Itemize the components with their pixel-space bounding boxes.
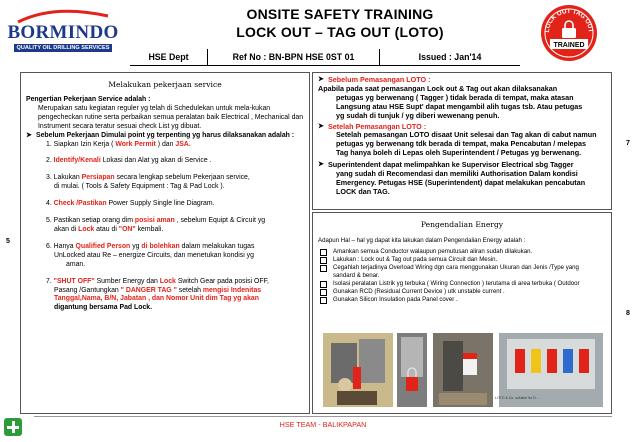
checklist-item	[318, 280, 606, 288]
step-text: di mulai. ( Tools & Safety Equipment : Tag & Pad Lock ).	[54, 183, 225, 191]
step-text: , sebelum Equipt & Circuit yg	[176, 217, 266, 225]
document-title: ONSITE SAFETY TRAINING	[246, 6, 434, 22]
service-work-body	[21, 89, 309, 313]
step-text: akan di	[54, 225, 77, 233]
checkbox-icon	[320, 281, 327, 288]
step-text: 2.	[46, 157, 52, 165]
step-text: yg	[132, 242, 140, 250]
checklist-item	[318, 296, 606, 304]
checklist-item	[318, 248, 606, 256]
checkbox-icon	[320, 297, 327, 304]
step-text: secara lengkap sebelum Pekerjaan service,	[116, 174, 250, 182]
step-highlight: Check /Pastikan	[53, 200, 107, 208]
definition-text: Merupakan satu kegiatan reguler yg telah di Schedulekan untuk mela-kukan pengecheckan rutine serta perbaikan semua peralatan baik Electrical , Mechanical dan Instrument secara teratur sesuai check List yg dibuat.	[38, 104, 304, 130]
step-text: Pasang /Gantungkan	[54, 286, 119, 294]
step-text: 6. Hanya	[46, 242, 74, 250]
checklist-item	[318, 256, 606, 264]
item-heading: Setelah Pemasangan LOTO :	[328, 121, 427, 131]
energy-control-body	[313, 229, 611, 304]
step-highlight: di bolehkan	[141, 242, 180, 250]
step-text: 7.	[46, 277, 52, 285]
step-highlight: Work Permit	[115, 140, 156, 148]
dept-label: HSE Dept	[130, 49, 208, 66]
checklist-text: Isolasi peralatan Listrik yg terbuka ( Wiring Connection ) terutama di area terbuka ( Outdoor	[333, 280, 580, 287]
item-text: petugas yg berwenang ( Tagger ) tidak berada di tempat, maka atasan	[336, 92, 574, 102]
arrow-bullet-icon: ➤	[318, 122, 324, 130]
issued-date: Issued : Jan'14	[380, 49, 520, 66]
step-highlight: Qualified Person	[75, 242, 131, 250]
item-text: Tag hanya boleh di Lepas oleh Superintendent / Petugas yg berwenang.	[336, 148, 582, 158]
step-text: aman.	[66, 260, 86, 268]
step-text: 5. Pastikan setiap orang dim	[46, 217, 133, 225]
footer-text: HSE TEAM - BALIKPAPAN	[34, 416, 612, 432]
checklist-item	[318, 288, 606, 296]
panel-heading: Melakukan pekerjaan service	[108, 80, 222, 89]
page-marker-left: 5	[6, 238, 10, 245]
checklist-item	[318, 264, 606, 272]
checkbox-icon	[320, 257, 327, 264]
item-text: petugas yg berwenang tdk berada di tempat, maka Pencabutan / melepas	[336, 139, 587, 149]
step-highlight: Identify/Kenali	[53, 157, 101, 165]
loto-install-body	[313, 73, 611, 197]
step-text: digantung bersama Pad Lock.	[54, 304, 153, 312]
loto-trained-badge-icon	[540, 4, 598, 62]
logo-name: BORMINDO	[7, 22, 119, 43]
arrow-bullet-icon: ➤	[318, 161, 324, 169]
step-text: Lokasi dan Alat yg akan di Service .	[102, 157, 212, 165]
step-3	[46, 174, 304, 192]
step-list	[26, 141, 304, 314]
step-text: Power Supply Single line Diagram.	[108, 200, 215, 208]
step-highlight: mengisi Indenitas	[202, 286, 262, 294]
page-marker-right-bottom: 8	[626, 310, 630, 317]
checkbox-icon	[320, 289, 327, 296]
step-highlight: Tanggal,Nama, B/N, Jabatan , dan Nomor Unit dim Tag yg akan	[54, 295, 259, 303]
document-info-row	[130, 49, 520, 66]
intro-text: Adapun Hal – hal yg dapat kita lakukan dalam Pengendalian Energy adalah :	[318, 237, 526, 244]
pre-work-bullet	[26, 132, 304, 141]
item-text: Langsung atau HSE Supt' dapat mengambil alih tugas tsb. Atau petugas	[336, 101, 583, 111]
checkbox-icon	[320, 265, 327, 272]
step-4	[46, 200, 304, 209]
step-continuation	[46, 226, 304, 235]
item-text: LOCK dan TAG.	[336, 186, 390, 196]
step-text: Switch Gear pada posisi OFF,	[177, 277, 269, 285]
badge-text: LOCK OUT TAG OUT	[543, 7, 595, 33]
loto-photo-strip	[323, 333, 603, 407]
step-highlight: "ON"	[118, 225, 136, 233]
step-text: dalam melakukan tugas	[181, 242, 255, 250]
step-7	[46, 278, 304, 314]
step-text: 1. Siapkan Izin Kerja (	[46, 140, 114, 148]
badge-label: TRAINED	[553, 42, 585, 49]
step-highlight: Lock	[78, 225, 95, 233]
step-text: kembali.	[137, 225, 164, 233]
step-highlight: posisi aman	[134, 217, 175, 225]
loto-install-panel	[312, 72, 612, 210]
company-logo	[4, 8, 122, 58]
page-marker-right-top: 7	[626, 140, 630, 147]
step-1	[46, 141, 304, 150]
item-heading: Sebelum Pemasangan LOTO :	[328, 75, 431, 84]
step-text: 3. Lakukan	[46, 174, 80, 182]
item-text: yang sudah di Recomendasi dan memiliki Authorisation Dalam kondisi	[336, 169, 578, 179]
step-text: setelah	[178, 286, 201, 294]
step-text: 4.	[46, 200, 52, 208]
definition-title: Pengertian Pekerjaan Service adalah :	[26, 96, 151, 103]
add-button[interactable]	[4, 418, 22, 436]
energy-control-panel	[312, 212, 612, 414]
item-text: Superintendent dapat melimpahkan ke Supervisor Electrical sbg Tagger	[328, 160, 574, 170]
logo-tagline: QUALITY OIL DRILLING SERVICES	[14, 44, 112, 52]
service-work-panel	[20, 72, 310, 414]
step-text: ) dan	[157, 140, 174, 148]
step-text: atau di	[96, 225, 117, 233]
step-2	[46, 157, 304, 166]
checklist-text: Gunakan Silicon Insulation pada Panel cover .	[333, 296, 458, 303]
padlock-photo	[397, 333, 427, 407]
checkbox-icon	[320, 249, 327, 256]
item-text: Emergency. Petugas HSE (Superintendent) dapat melakukan pencabutan	[336, 177, 586, 187]
step-highlight: "SHUT OFF"	[53, 277, 95, 285]
photo-caption: LOTO & Co. solution for D...	[495, 396, 539, 400]
checklist-text: Lakukan : Lock out & Tag out pada semua Circuit dan Mesin.	[333, 256, 498, 263]
step-highlight: Lock	[159, 277, 176, 285]
checklist-text: sandard & benar.	[333, 272, 380, 279]
step-5	[46, 217, 304, 235]
step-continuation	[46, 287, 304, 296]
document-subtitle: LOCK OUT – TAG OUT (LOTO)	[236, 24, 444, 40]
step-text: Sumber Energy dan	[96, 277, 158, 285]
panel-heading: Pengendalian Energy	[420, 220, 504, 229]
danger-tag-photo	[433, 333, 493, 407]
step-6	[46, 243, 304, 270]
checklist-text: Gunakan RCD (Residual Current Device ) utk unstable current .	[333, 288, 505, 295]
arrow-bullet-icon: ➤	[318, 76, 324, 83]
arrow-bullet-icon: ➤	[26, 131, 32, 139]
checklist-text: Cegahlah terjadinya Overload Wiring dgn cara menggunakan Ukuran dan Jenis /Type yang	[333, 264, 579, 271]
lockout-photo	[323, 333, 393, 407]
step-text: UnLocked atau Re – energize Circuits, dan menetukan kondisi yg	[54, 251, 254, 259]
step-highlight: Persiapan	[81, 174, 115, 182]
ref-number: Ref No : BN-BPN HSE 0ST 01	[208, 49, 380, 66]
bullet-text: Sebelum Pekerjaan Dimulai point yg terpenting yg harus dilaksanakan adalah :	[36, 131, 295, 139]
item-text: Apabila pada saat pemasangan Lock out & Tag out akan dilaksanakan	[318, 83, 558, 93]
step-highlight: JSA.	[175, 140, 191, 148]
item-text: yg sudah di tunjuk / yg diberi wewenang penuh.	[336, 110, 500, 120]
item-text: Setelah pemasangan LOTO disaat Unit selesai dan Tag akan di cabut namun	[336, 130, 597, 140]
document-header	[0, 0, 638, 68]
step-highlight: " DANGER TAG "	[120, 286, 177, 294]
checklist-text: Amankan semua Conductor walaupun pemutusan aliran sudah dilakukan.	[333, 248, 533, 255]
